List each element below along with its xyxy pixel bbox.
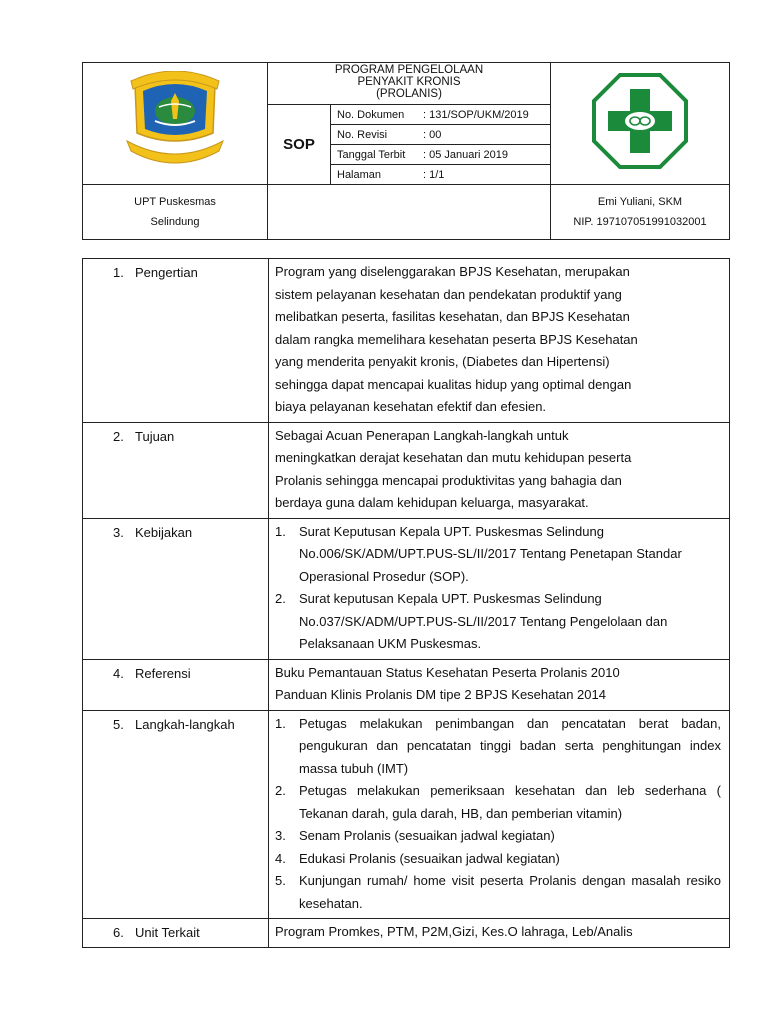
list-item <box>275 588 721 656</box>
section-number: 1. <box>113 265 124 280</box>
signer-cell <box>551 185 730 240</box>
text-line: berdaya guna dalam kehidupan keluarga, masyarakat. <box>275 495 589 510</box>
organization-cell <box>83 185 268 240</box>
section-heading <box>83 422 269 518</box>
text-line: biaya pelayanan kesehatan efektif dan efesien. <box>275 399 547 414</box>
section-body <box>269 710 730 919</box>
meta-halaman <box>331 165 551 185</box>
meta-value: : 00 <box>423 128 442 141</box>
section-number: 3. <box>113 524 124 540</box>
signer-name: Emi Yuliani, SKM <box>597 196 683 208</box>
meta-label: Tanggal Terbit <box>337 148 406 161</box>
text-line: Buku Pemantauan Status Kesehatan Peserta Prolanis 2010 <box>275 664 620 680</box>
meta-no-dokumen <box>331 105 551 125</box>
section-body <box>269 659 730 710</box>
title-line-3: (PROLANIS) <box>376 88 442 100</box>
section-number: 4. <box>113 665 124 681</box>
section-number: 6. <box>113 925 124 940</box>
sop-header-table <box>82 62 730 240</box>
meta-label: No. Revisi <box>337 128 388 141</box>
org-line-1: UPT Puskesmas <box>134 196 216 208</box>
list-item <box>275 521 721 589</box>
section-title: Unit Terkait <box>135 925 200 940</box>
text-line: yang menderita penyakit kronis, (Diabetes dan Hipertensi) <box>275 354 610 369</box>
list-number: 5. <box>275 873 286 888</box>
title-line-2: PENYAKIT KRONIS <box>357 76 461 88</box>
list-text: Petugas melakukan penimbangan dan pencatatan berat badan, pengukuran dan pencatatan tinggi badan serta penghitungan index massa tubuh (IMT) <box>299 715 721 776</box>
org-line-2: Selindung <box>150 216 200 228</box>
section-title: Referensi <box>135 665 191 681</box>
list-text: Senam Prolanis (sesuaikan jadwal kegiatan) <box>299 828 555 843</box>
section-row-tujuan <box>83 422 730 518</box>
meta-value: : 05 Januari 2019 <box>423 148 509 161</box>
list-item <box>275 713 721 781</box>
city-logo-cell <box>83 63 268 185</box>
sop-label: SOP <box>268 105 331 185</box>
puskesmas-logo-cell <box>551 63 730 185</box>
section-title: Langkah-langkah <box>135 716 235 732</box>
meta-tanggal-terbit <box>331 145 551 165</box>
text-line: sistem pelayanan kesehatan dan pendekatan produktif yang <box>275 286 622 302</box>
list-item <box>275 825 721 848</box>
list-text: Kunjungan rumah/ home visit peserta Prolanis dengan masalah resiko kesehatan. <box>299 873 721 911</box>
meta-value: : 131/SOP/UKM/2019 <box>423 108 529 121</box>
sop-content-table <box>82 258 730 948</box>
text-line: Panduan Klinis Prolanis DM tipe 2 BPJS Kesehatan 2014 <box>275 687 606 702</box>
section-row-referensi <box>83 659 730 710</box>
section-row-kebijakan <box>83 518 730 659</box>
text-line: Program Promkes, PTM, P2M,Gizi, Kes.O lahraga, Leb/Analis <box>275 924 633 939</box>
puskesmas-cross-icon <box>590 71 690 171</box>
list-text: Surat Keputusan Kepala UPT. Puskesmas Selindung No.006/SK/ADM/UPT.PUS-SL/II/2017 Tentang Penetapan Standar Operasional Prosedur (SOP). <box>299 523 682 584</box>
list-number: 4. <box>275 850 286 866</box>
section-row-pengertian <box>83 259 730 423</box>
section-body <box>269 259 730 423</box>
empty-cell <box>268 185 551 240</box>
title-line-1: PROGRAM PENGELOLAAN <box>334 64 484 76</box>
list-number: 1. <box>275 715 286 731</box>
text-line: melibatkan peserta, fasilitas kesehatan, dan BPJS Kesehatan <box>275 309 630 324</box>
list-item <box>275 780 721 825</box>
section-heading <box>83 919 269 948</box>
section-row-langkah <box>83 710 730 919</box>
section-number: 2. <box>113 428 124 444</box>
document-title <box>268 63 551 105</box>
list-item <box>275 870 721 915</box>
list-item <box>275 848 721 871</box>
meta-value: : 1/1 <box>423 168 445 181</box>
text-line: dalam rangka memelihara kesehatan peserta BPJS Kesehatan <box>275 331 638 347</box>
list-text: Edukasi Prolanis (sesuaikan jadwal kegiatan) <box>299 850 560 866</box>
section-title: Kebijakan <box>135 524 193 540</box>
pangkalpinang-seal-icon <box>115 71 235 171</box>
list-number: 2. <box>275 783 286 798</box>
section-body <box>269 919 730 948</box>
meta-no-revisi <box>331 125 551 145</box>
text-line: meningkatkan derajat kesehatan dan mutu kehidupan peserta <box>275 450 632 465</box>
meta-label: Halaman <box>337 168 382 181</box>
list-text: Surat keputusan Kepala UPT. Puskesmas Selindung No.037/SK/ADM/UPT.PUS-SL/II/2017 Tentang Pengelolaan dan Pelaksanaan UKM Puskesmas. <box>299 591 668 651</box>
text-line: sehingga dapat mencapai kualitas hidup yang optimal dengan <box>275 376 632 392</box>
section-body <box>269 518 730 659</box>
section-number: 5. <box>113 716 124 732</box>
section-heading <box>83 659 269 710</box>
section-row-unit-terkait <box>83 919 730 948</box>
section-body <box>269 422 730 518</box>
section-heading <box>83 710 269 919</box>
section-title: Pengertian <box>135 265 198 280</box>
section-heading <box>83 518 269 659</box>
section-title: Tujuan <box>135 428 175 444</box>
section-heading <box>83 259 269 423</box>
text-line: Sebagai Acuan Penerapan Langkah-langkah untuk <box>275 427 569 443</box>
list-text: Petugas melakukan pemeriksaan kesehatan dan leb sederhana ( Tekanan darah, gula darah, HB, dan pemberian vitamin) <box>299 783 721 821</box>
signer-nip: NIP. 197107051991032001 <box>573 216 707 228</box>
list-number: 3. <box>275 828 286 843</box>
text-line: Program yang diselenggarakan BPJS Kesehatan, merupakan <box>275 264 630 279</box>
text-line: Prolanis sehingga mencapai produktivitas yang bahagia dan <box>275 472 622 488</box>
meta-label: No. Dokumen <box>337 108 405 121</box>
list-number: 1. <box>275 523 286 539</box>
list-number: 2. <box>275 591 286 606</box>
